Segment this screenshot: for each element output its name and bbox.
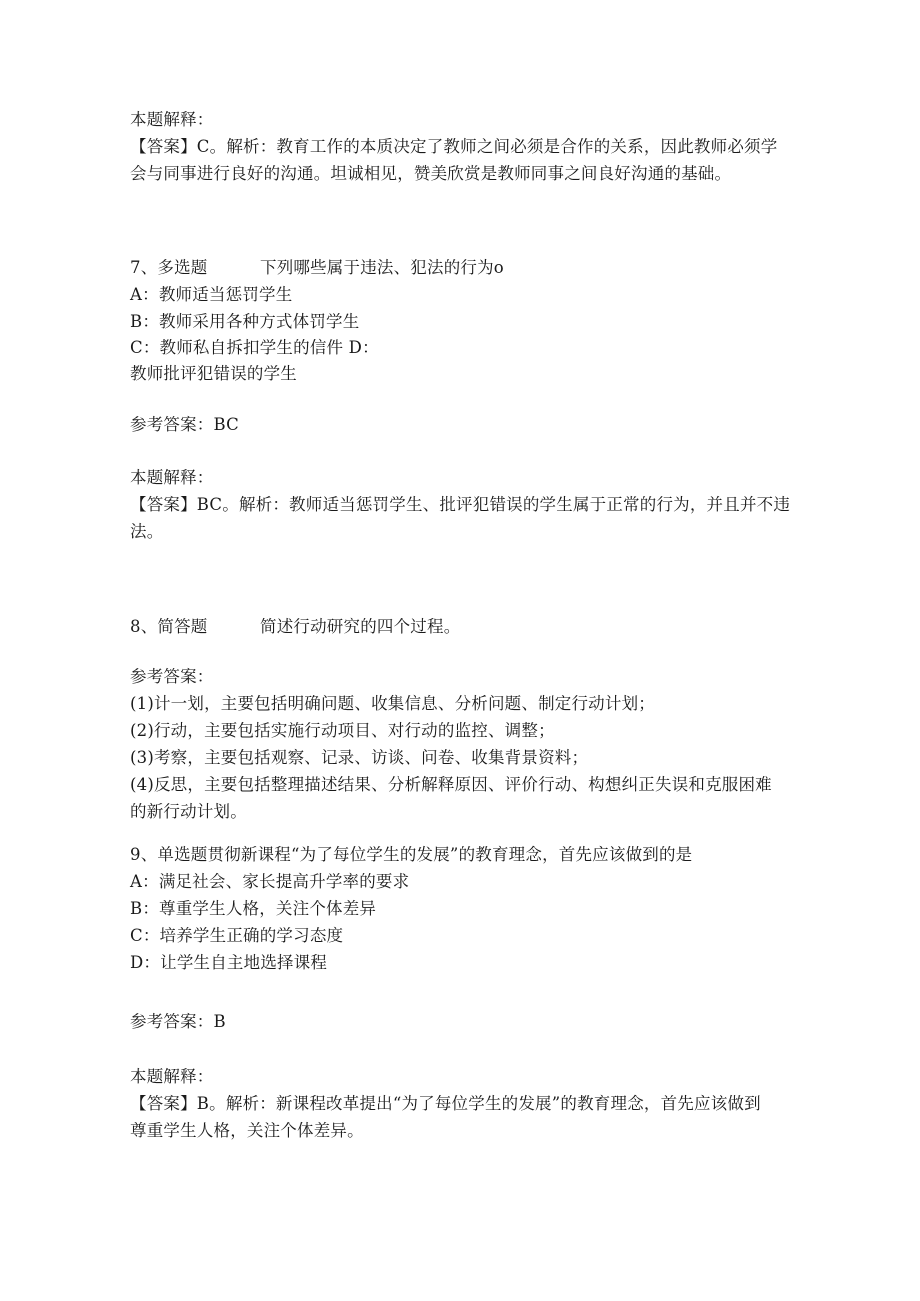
explain-label: 本题解释： [130,110,214,129]
answer-step: (2)行动，主要包括实施行动项目、对行动的监控、调整； [130,721,555,740]
answer-text: 会与同事进行良好的沟通。坦诚相见，赞美欣赏是教师同事之间良好沟通的基础。 [130,164,732,183]
option-c: C：培养学生正确的学习态度 [130,926,344,945]
answer-text: 【答案】C。解析：教育工作的本质决定了教师之间必须是合作的关系，因此教师必须学 [130,137,778,156]
answer-step: 的新行动计划。 [130,802,247,821]
option-d: 教师批评犯错误的学生 [130,364,297,383]
answer-text: 【答案】BC。解析：教师适当惩罚学生、批评犯错误的学生属于正常的行为，并且并不违 [130,495,791,514]
option-c: C：教师私自拆扣学生的信件 D： [130,338,379,357]
option-b: B：尊重学生人格，关注个体差异 [130,899,377,918]
question-number-type: 7、多选题 [130,258,208,277]
reference-answer-label: 参考答案： [130,667,214,686]
question-9-stem: 9、单选题贯彻新课程“为了每位学生的发展”的教育理念，首先应该做到的是 [130,845,693,864]
answer-text: 法。 [130,522,164,541]
option-d: D：让学生自主地选择课程 [130,953,328,972]
option-a: A：满足社会、家长提高升学率的要求 [130,872,410,891]
reference-answer: 参考答案：B [130,1012,226,1031]
question-7-header [130,255,504,281]
question-stem: 简述行动研究的四个过程。 [260,617,461,636]
answer-step: (3)考察，主要包括观察、记录、访谈、问卷、收集背景资料； [130,748,589,767]
reference-answer: 参考答案：BC [130,415,239,434]
answer-text: 【答案】B。解析：新课程改革提出“为了每位学生的发展”的教育理念，首先应该做到 [130,1094,761,1113]
question-stem: 下列哪些属于违法、犯法的行为o [260,258,504,277]
answer-step: (1)计一划，主要包括明确问题、收集信息、分析问题、制定行动计划； [130,694,655,713]
option-a: A：教师适当惩罚学生 [130,285,293,304]
explain-label: 本题解释： [130,1067,214,1086]
answer-step: (4)反思，主要包括整理描述结果、分析解释原因、评价行动、构想纠正失误和克服困难 [130,775,772,794]
question-8-header [130,614,460,640]
explain-label: 本题解释： [130,468,214,487]
question-number-type: 8、简答题 [130,617,208,636]
option-b: B：教师采用各种方式体罚学生 [130,312,360,331]
answer-text: 尊重学生人格，关注个体差异。 [130,1121,364,1140]
